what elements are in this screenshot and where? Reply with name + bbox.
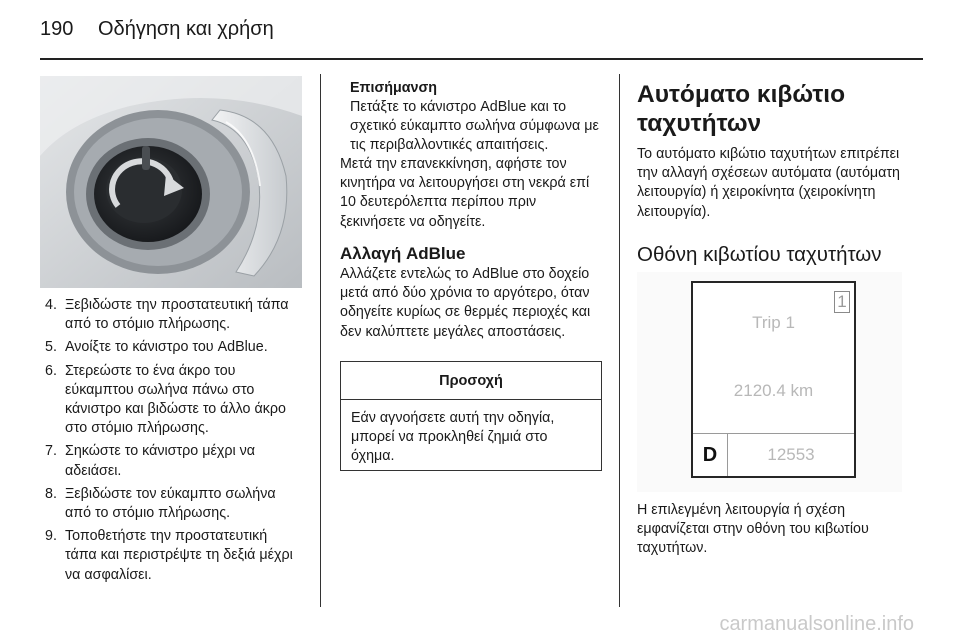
chapter-title: Οδήγηση και χρήση xyxy=(98,18,274,40)
caution-title: Προσοχή xyxy=(341,362,601,400)
odometer-value: 12553 xyxy=(767,445,815,464)
step-item: 7. Σηκώστε το κάνιστρο μέχρι να αδειάσει. xyxy=(45,443,256,479)
caution-text: Εάν αγνοήσετε αυτή την οδηγία, μπορεί να προκληθεί ζημιά στο όχημα. xyxy=(351,410,555,465)
transmission-display-heading: Οθόνη κιβωτίου ταχυτήτων xyxy=(637,243,882,266)
column-divider-1 xyxy=(320,74,321,607)
instruction-steps xyxy=(40,296,302,589)
step-item: 4. Ξεβιδώστε την προστατευτική τάπα από το στόμιο πλήρωσης. xyxy=(45,297,289,333)
watermark: carmanualsonline.info xyxy=(719,613,914,635)
caution-box xyxy=(340,361,602,471)
restart-paragraph: Μετά την επανεκκίνηση, αφήστε τον κινητήρα να λειτουργήσει στη νεκρά επί 10 δευτερόλεπτα περίπου πριν ξεκινήσετε να οδηγείτε. xyxy=(340,156,590,230)
page-number: 190 xyxy=(40,18,74,40)
trip-label: Trip 1 xyxy=(752,313,795,332)
step-item: 6. Στερεώστε το ένα άκρο του εύκαμπτου σωλήνα πάνω στο κάνιστρο και βιδώστε το άλλο άκρο στο στόμιο πλήρωσης. xyxy=(45,362,286,437)
column-divider-2 xyxy=(619,74,620,607)
header-rule xyxy=(40,58,923,60)
filler-cap-illustration xyxy=(40,76,302,288)
trip-distance: 2120.4 km xyxy=(733,381,814,400)
note-title: Επισήμανση xyxy=(350,80,437,96)
transmission-intro-paragraph: Το αυτόματο κιβώτιο ταχυτήτων επιτρέπει την αλλαγή σχέσεων αυτόματα (αυτόματη λειτουργία) ή χειροκίνητα (χειροκίνητη λειτουργία). xyxy=(637,146,900,220)
step-item: 9. Τοποθετήστε την προστατευτική τάπα και περιστρέψτε τη δεξιά μέχρι να ασφαλίσει. xyxy=(45,528,293,583)
automatic-transmission-heading: Αυτόματο κιβώτιο ταχυτήτων xyxy=(637,81,846,137)
note-text: Πετάξτε το κάνιστρο AdBlue και το σχετικό εύκαμπτο σωλήνα σύμφωνα με τις περιβαλλοντικές απαιτήσεις. xyxy=(350,99,599,154)
filler-cap-photo xyxy=(40,76,302,288)
change-adblue-heading: Αλλαγή AdBlue xyxy=(340,244,466,263)
gear-letter: D xyxy=(702,444,718,466)
step-item: 5. Ανοίξτε το κάνιστρο του AdBlue. xyxy=(45,339,268,356)
transmission-display-image xyxy=(637,272,902,492)
step-item: 8. Ξεβιδώστε τον εύκαμπτο σωλήνα από το στόμιο πλήρωσης. xyxy=(45,485,276,522)
change-adblue-paragraph: Αλλάζετε εντελώς το AdBlue στο δοχείο μετά από δύο χρόνια το αργότερο, όταν οδηγείτε κυρίως σε θερμές περιοχές και δεν καλύπτετε μεγάλες αποστάσεις. xyxy=(340,266,591,340)
transmission-display xyxy=(691,281,856,478)
note-box xyxy=(340,79,602,156)
gear-number-indicator: 1 xyxy=(834,291,850,313)
display-caption: Η επιλεγμένη λειτουργία ή σχέση εμφανίζεται στην οθόνη του κιβωτίου ταχυτήτων. xyxy=(637,502,869,557)
